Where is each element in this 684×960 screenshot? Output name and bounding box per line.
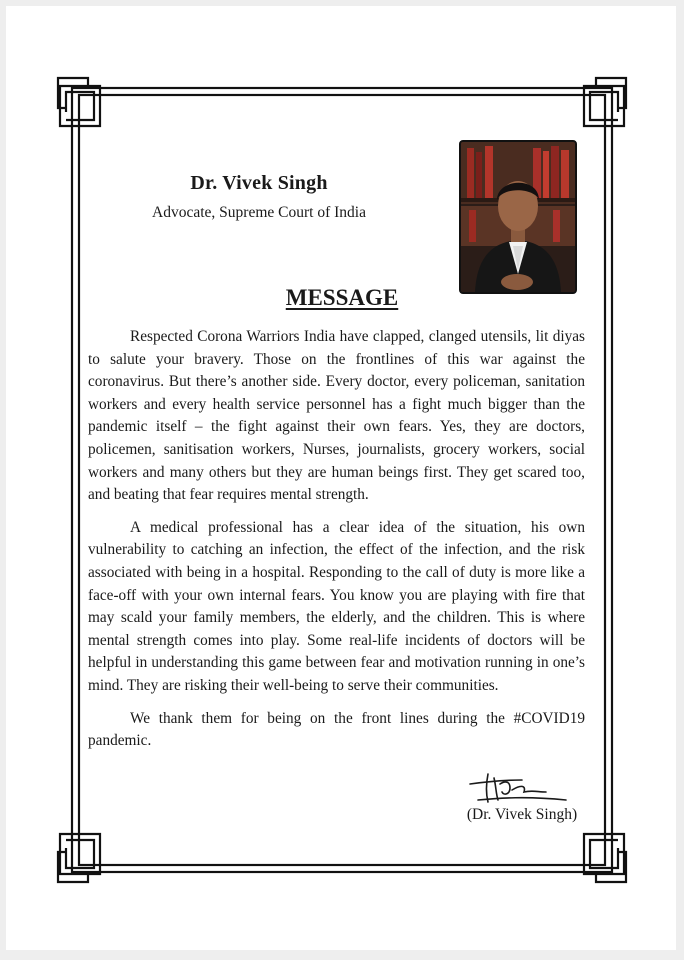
paragraph-1: Respected Corona Warriors India have clapped, clanged utensils, lit diyas to salute your bravery. Those on the frontlines of this war against the coronavirus. But there’s another side. Every doctor, every policeman, sanitation workers and every health service personnel has a fight much bigger than the pandemic itself – the fight against their own fears. Yes, they are doctors, policemen, sanitisation workers, Nurses, journalists, grocery workers, social workers and many others but they are human beings first. They get scared too, and beating that fear requires mental strength.	[88, 328, 585, 504]
signature-icon	[466, 770, 572, 806]
paragraph-2: A medical professional has a clear idea of the situation, his own vulnerability to catching an infection, the effect of the infection, and the risk associated with being in a hospital. Responding to the call of duty is more like a face-off with your own internal fears. You know you are playing with fire that may scald your family members, the elderly, and the children. This is where mental strength comes into play. Some real-life incidents of doctors will be helpful in understanding this game between fear and motivation running in one’s mind. They are risking their well-being to serve their communities.	[88, 518, 585, 694]
paragraph-3: We thank them for being on the front lines during the #COVID19 pandemic.	[88, 709, 585, 750]
signoff-name: (Dr. Vivek Singh)	[466, 806, 578, 823]
message-heading: MESSAGE	[285, 285, 399, 310]
portrait-icon	[461, 142, 575, 292]
author-title: Advocate, Supreme Court of India	[152, 204, 366, 221]
portrait-photo	[459, 140, 577, 294]
author-name: Dr. Vivek Singh	[190, 172, 328, 194]
message-body	[88, 326, 585, 763]
message-heading-wrap	[0, 285, 684, 311]
